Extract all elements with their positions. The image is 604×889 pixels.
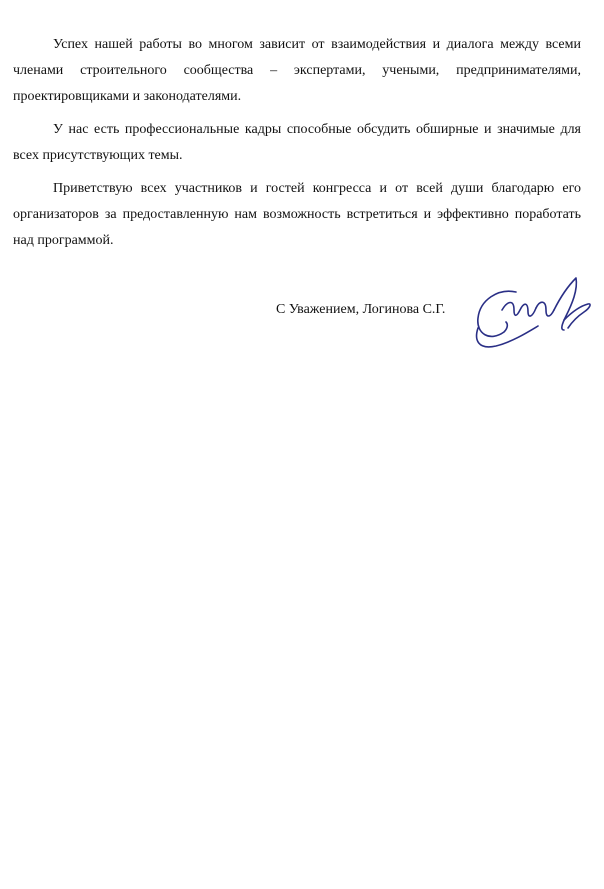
paragraph-1: Успех нашей работы во многом зависит от взаимодействия и диалога между всеми членами строительного сообщества – экспертами, учеными, предпринимателями, проектировщиками и законодателями. xyxy=(13,37,581,104)
paragraph-2: У нас есть профессиональные кадры способные обсудить обширные и значимые для всех присутствующих темы. xyxy=(13,122,581,163)
handwritten-signature-icon xyxy=(468,270,603,360)
paragraph-3: Приветствую всех участников и гостей конгресса и от всей души благодарю его организаторов за предоставленную нам возможность встретиться и эффективно поработать над программой. xyxy=(13,181,581,248)
closing-line: С Уважением, Логинова С.Г. xyxy=(276,302,446,317)
letter-body xyxy=(13,32,581,261)
